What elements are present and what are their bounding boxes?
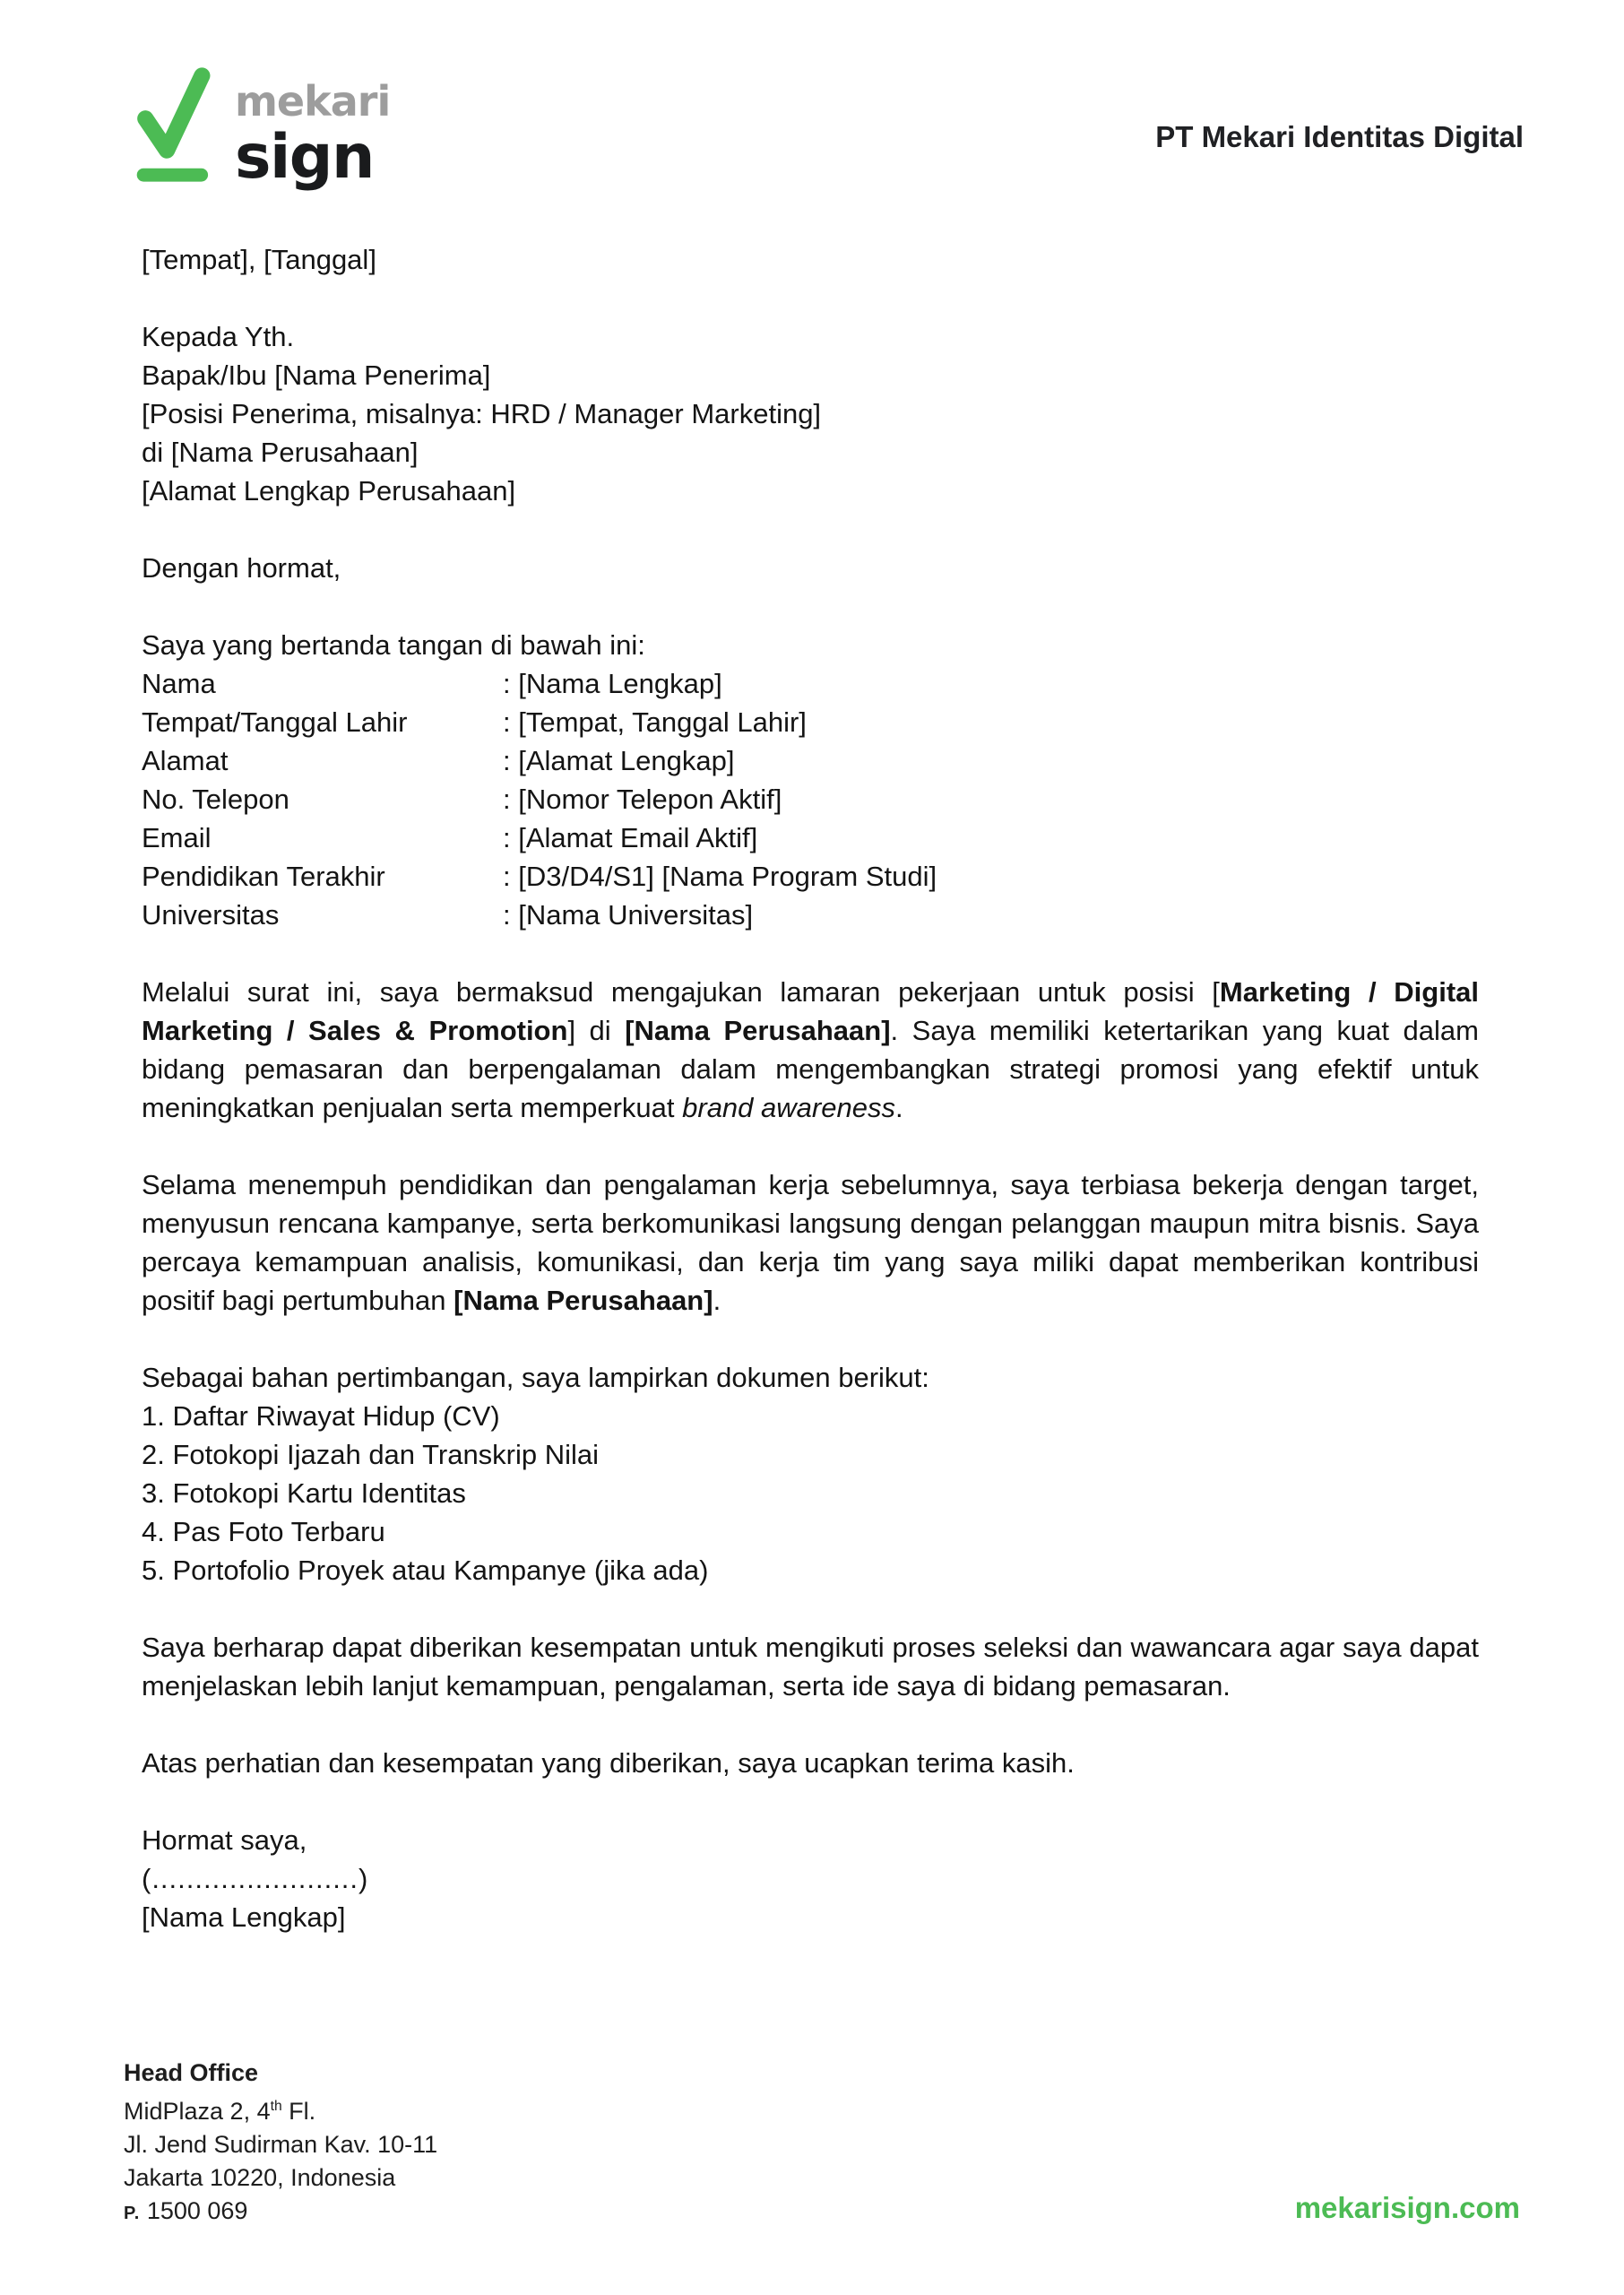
signature-placeholder: (........................)	[142, 1863, 369, 1894]
detail-value: : [Nama Universitas]	[503, 899, 754, 931]
recipient-line: Bapak/Ibu [Nama Penerima]	[142, 359, 491, 391]
attachment-item: 5. Portofolio Proyek atau Kampanye (jika ada)	[142, 1555, 709, 1586]
details-intro: Saya yang bertanda tangan di bawah ini:	[142, 629, 645, 661]
detail-label: Pendidikan Terakhir	[142, 861, 385, 892]
detail-row	[142, 741, 1479, 780]
detail-value: : [Tempat, Tanggal Lahir]	[503, 706, 807, 738]
check-icon	[127, 65, 213, 183]
spacer	[142, 279, 1479, 317]
spacer	[142, 587, 1479, 626]
attachment-item: 3. Fotokopi Kartu Identitas	[142, 1477, 466, 1509]
attachment-item: 1. Daftar Riwayat Hidup (CV)	[142, 1400, 500, 1432]
detail-label: Email	[142, 822, 212, 853]
detail-row	[142, 780, 1479, 818]
spacer	[142, 1127, 1479, 1165]
detail-value: : [Alamat Lengkap]	[503, 745, 735, 776]
company-name: PT Mekari Identitas Digital	[1155, 120, 1524, 153]
closing-line: Atas perhatian dan kesempatan yang diberikan, saya ucapkan terima kasih.	[142, 1747, 1075, 1779]
paragraph-hope: Saya berharap dapat diberikan kesempatan untuk mengikuti proses seleksi dan wawancara agar saya dapat menjelaskan lebih lanjut kemampuan, pengalaman, serta ide saya di bidang pemasaran.	[142, 1632, 1479, 1702]
detail-label: Universitas	[142, 899, 280, 931]
salutation: Dengan hormat,	[142, 552, 341, 584]
office-title: Head Office	[124, 2059, 259, 2086]
detail-row	[142, 703, 1479, 741]
detail-value: : [Nomor Telepon Aktif]	[503, 784, 782, 815]
spacer	[142, 934, 1479, 973]
paragraph-experience: Selama menempuh pendidikan dan pengalaman kerja sebelumnya, saya terbiasa bekerja dengan target, menyusun rencana kampanye, serta berkomunikasi langsung dengan pelanggan maupun mitra bisnis. Saya percaya kemampuan analisis, komunikasi, dan kerja tim yang saya miliki dapat memberikan kontribusi positif bagi pertumbuhan [Nama Perusahaan].	[142, 1169, 1479, 1316]
logo-wordmark	[235, 65, 391, 193]
detail-row	[142, 664, 1479, 703]
detail-row	[142, 896, 1479, 934]
spacer	[142, 1705, 1479, 1744]
detail-row	[142, 857, 1479, 896]
signoff: Hormat saya,	[142, 1824, 307, 1856]
office-address-line: MidPlaza 2, 4th Fl.	[124, 2098, 316, 2125]
spacer	[142, 510, 1479, 549]
letter-body	[142, 240, 1479, 1936]
attachment-item: 4. Pas Foto Terbaru	[142, 1516, 385, 1547]
spacer	[142, 1589, 1479, 1628]
attachment-item: 2. Fotokopi Ijazah dan Transkrip Nilai	[142, 1439, 600, 1470]
logo-product-text: sign	[235, 122, 374, 193]
detail-value: : [Alamat Email Aktif]	[503, 822, 758, 853]
detail-value: : [Nama Lengkap]	[503, 668, 722, 699]
detail-row	[142, 818, 1479, 857]
recipient-line: di [Nama Perusahaan]	[142, 437, 419, 468]
logo-brand-text: mekari	[235, 77, 391, 126]
mekari-sign-logo	[127, 65, 391, 193]
signature-name: [Nama Lengkap]	[142, 1901, 346, 1933]
office-phone: P. 1500 069	[124, 2197, 248, 2224]
office-address-block	[124, 2057, 437, 2230]
detail-value: : [D3/D4/S1] [Nama Program Studi]	[503, 861, 937, 892]
attachments-intro: Sebagai bahan pertimbangan, saya lampirkan dokumen berikut:	[142, 1362, 929, 1393]
spacer	[142, 1320, 1479, 1358]
detail-label: No. Telepon	[142, 784, 289, 815]
office-address-line: Jl. Jend Sudirman Kav. 10-11	[124, 2131, 438, 2158]
detail-label: Tempat/Tanggal Lahir	[142, 706, 408, 738]
letterhead	[127, 65, 1524, 193]
spacer	[142, 1782, 1479, 1821]
website-url: mekarisign.com	[1294, 2191, 1520, 2224]
recipient-line: [Alamat Lengkap Perusahaan]	[142, 475, 516, 507]
dateline: [Tempat], [Tanggal]	[142, 244, 376, 275]
recipient-line: Kepada Yth.	[142, 321, 295, 352]
office-address-line: Jakarta 10220, Indonesia	[124, 2164, 396, 2191]
detail-label: Nama	[142, 668, 216, 699]
detail-label: Alamat	[142, 745, 229, 776]
paragraph-position: Melalui surat ini, saya bermaksud mengajukan lamaran pekerjaan untuk posisi [Marketing / Digital Marketing / Sales & Promotion] di [Nama Perusahaan]. Saya memiliki ketertarikan yang kuat dalam bidang pemasaran dan berpengalaman dalam mengembangkan strategi promosi yang efektif untuk meningkatkan penjualan serta memperkuat brand awareness.	[142, 976, 1479, 1123]
recipient-line: [Posisi Penerima, misalnya: HRD / Manager Marketing]	[142, 398, 822, 429]
